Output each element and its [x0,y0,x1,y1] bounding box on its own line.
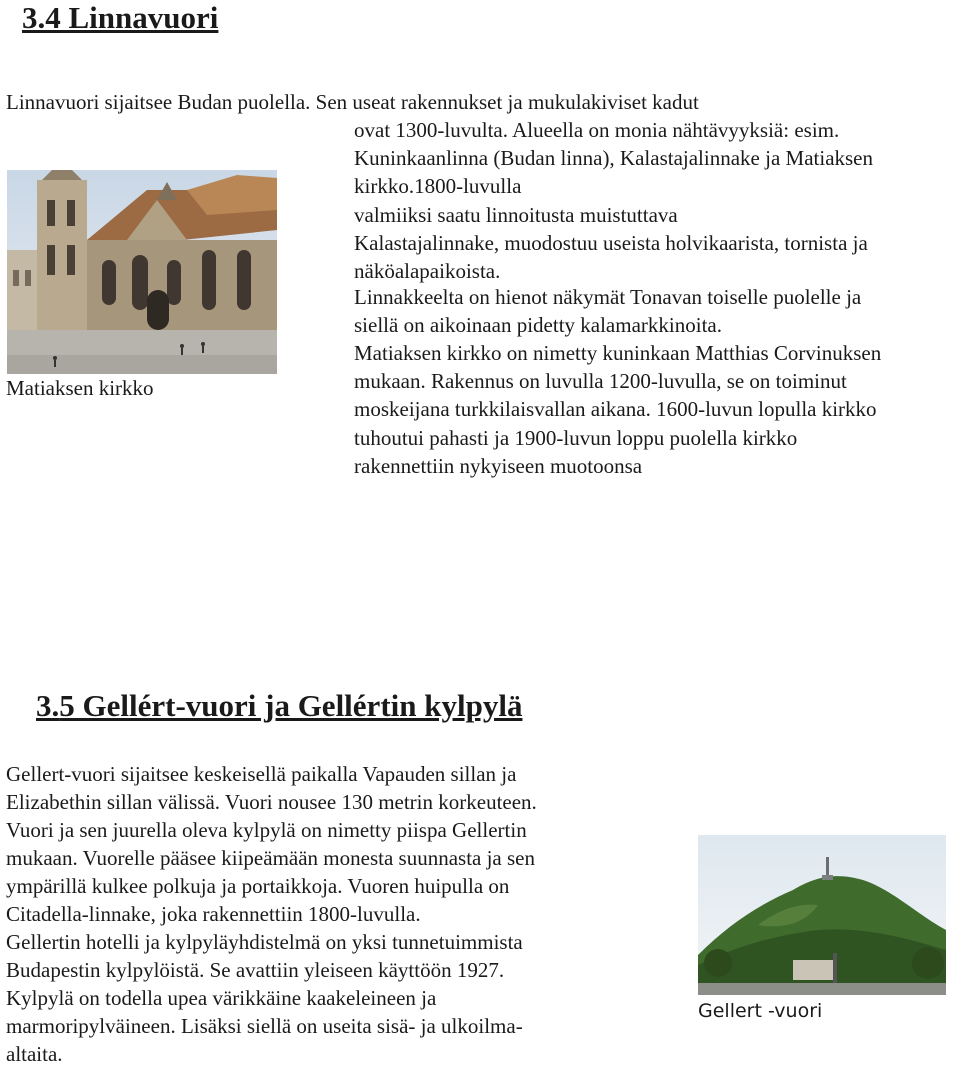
paragraph-fishermans-bastion-view [354,283,861,339]
text-line: moskeijana turkkilaisvallan aikana. 1600-luvun lopulla kirkko [354,397,877,422]
intro-first-line: Linnavuori sijaitsee Budan puolella. Sen useat rakennukset ja mukulakiviset kadut [6,90,699,114]
text-line: Kalastajalinnake, muodostuu useista holvikaarista, tornista ja [354,230,868,255]
text-line: Elizabethin sillan välissä. Vuori nousee 130 metrin korkeuteen. [6,790,537,814]
text-line: ovat 1300-luvulta. Alueella on monia nähtävyyksiä: esim. [354,118,840,142]
text-line: Kylpylä on todella upea värikkäine kaakeleineen ja [6,986,437,1010]
paragraph-gellert [6,760,537,1068]
text-line: Citadella-linnake, joka rakennettiin 1800-luvulla. [6,902,421,926]
text-line: Gellertin hotelli ja kylpyläyhdistelmä on yksi tunnetuimmista [6,930,523,954]
gellert-hill-photo [698,835,946,995]
paragraph-matthias-church [354,339,881,480]
text-line: rakennettiin nykyiseen muotoonsa [354,453,643,478]
text-line: tuhoutui pahasti ja 1900-luvun loppu puolella kirkko [354,425,798,450]
heading-title: 5 Gellért-vuori ja Gellértin kylpylä [59,688,523,723]
text-line: Gellert-vuori sijaitsee keskeisellä paikalla Vapauden sillan ja [6,762,517,786]
section-heading-linnavuori: 3.4 Linnavuori [22,0,219,35]
text-line: valmiiksi saatu linnoitusta muistuttava [354,202,678,227]
heading-number: 3. [36,688,60,723]
text-line: altaita. [6,1042,63,1066]
text-line: Kuninkaanlinna (Budan linna), Kalastajalinnake ja Matiaksen [354,146,874,171]
section-heading-gellert [36,690,522,721]
gellert-hill-caption: Gellert -vuori [698,1000,823,1022]
text-line: Linnakkeelta on hienot näkymät Tonavan toiselle puolelle ja [354,285,862,309]
text-line: kirkko.1800-luvulla [354,174,522,199]
text-line: Matiaksen kirkko on nimetty kuninkaan Matthias Corvinuksen [354,341,882,365]
text-line: siellä on aikoinaan pidetty kalamarkkinoita. [354,313,722,338]
matthias-church-photo [7,170,277,374]
text-line: ympärillä kulkee polkuja ja portaikkoja. Vuoren huipulla on [6,874,510,898]
text-line: marmoripylväineen. Lisäksi siellä on useita sisä- ja ulkoilma- [6,1014,523,1038]
text-line: mukaan. Rakennus on luvulla 1200-luvulla, se on toiminut [354,369,847,394]
text-line: Budapestin kylpylöistä. Se avattiin yleiseen käyttöön 1927. [6,958,505,982]
text-line: näköalapaikoista. [354,259,501,284]
text-line: mukaan. Vuorelle pääsee kiipeämään monesta suunnasta ja sen [6,846,535,870]
paragraph-linnavuori-sights [354,116,873,285]
matthias-church-caption: Matiaksen kirkko [6,376,154,400]
text-line: Vuori ja sen juurella oleva kylpylä on nimetty piispa Gellertin [6,818,527,842]
